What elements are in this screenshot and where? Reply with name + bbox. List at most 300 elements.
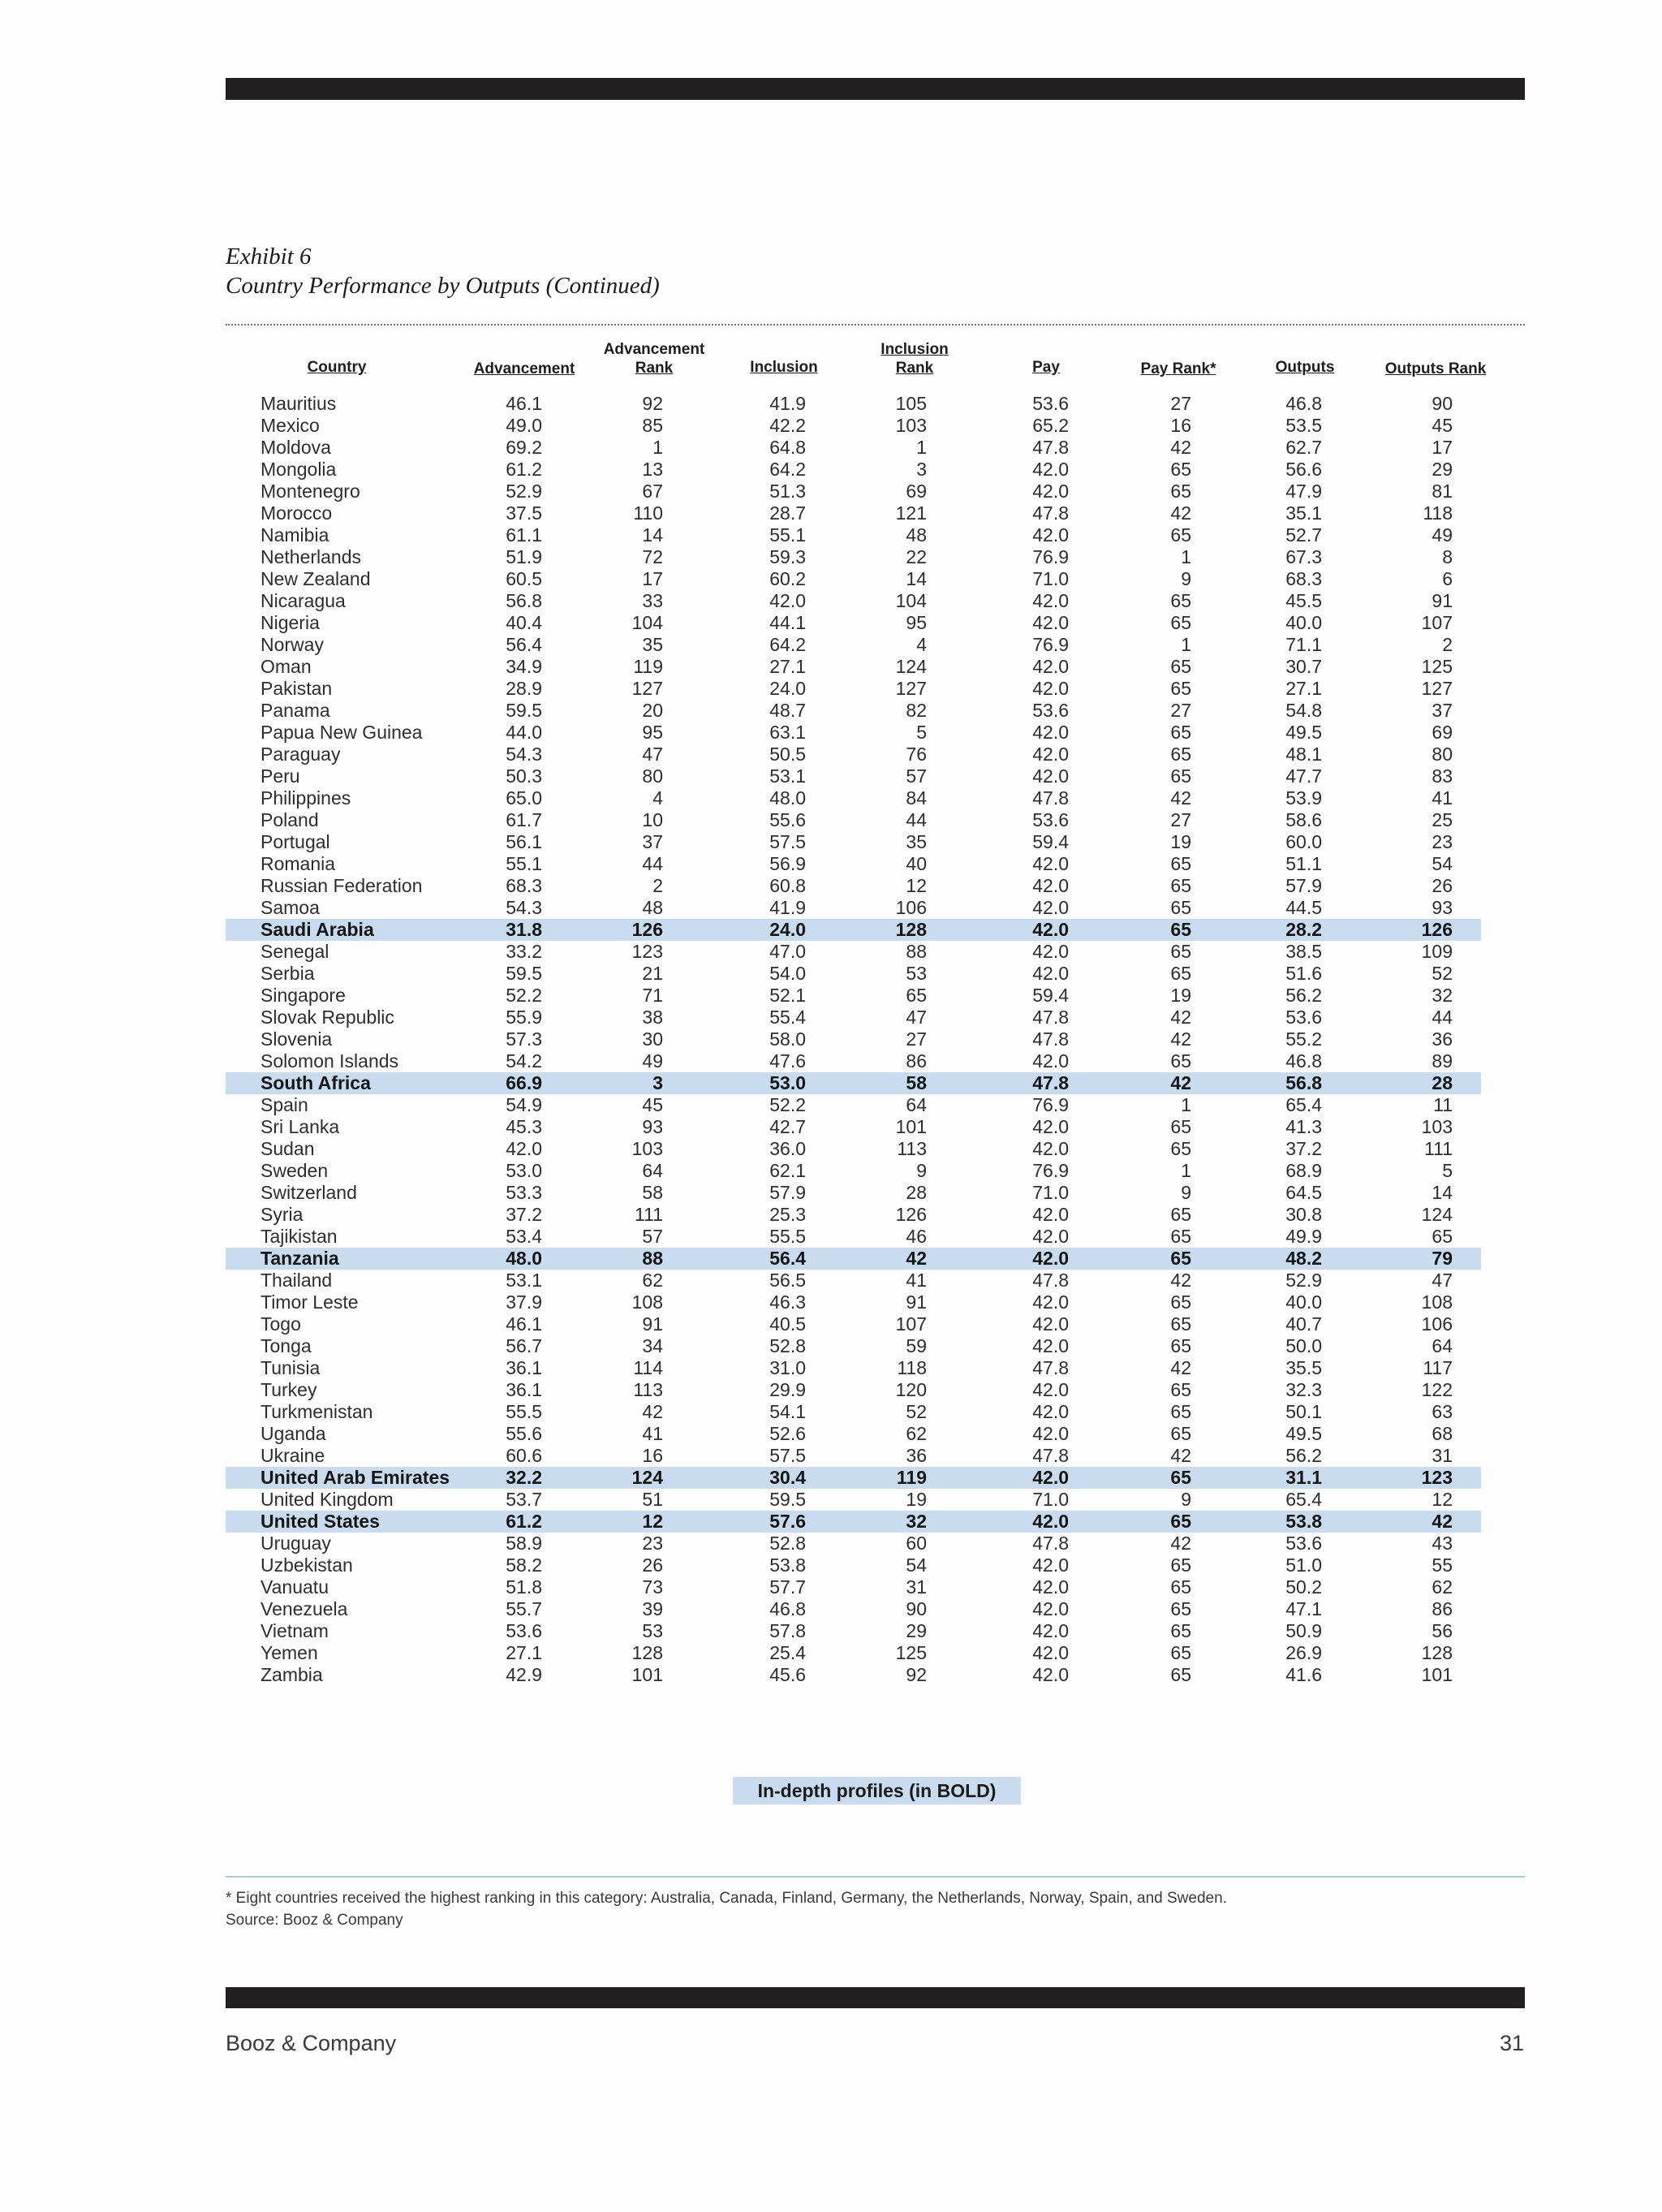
pay-cell: 42.0 [1032, 1664, 1069, 1685]
outputs-rank-cell: 11 [1433, 1094, 1453, 1115]
advancement-cell: 54.3 [506, 897, 542, 918]
pay-cell: 76.9 [1032, 634, 1069, 655]
advancement-cell: 52.9 [506, 481, 542, 502]
advancement-cell: 56.8 [506, 590, 542, 611]
inclusion-cell: 31.0 [769, 1357, 806, 1378]
pay-rank-cell: 65 [1170, 875, 1191, 896]
table-row [0, 459, 1662, 481]
outputs-cell: 51.0 [1285, 1554, 1322, 1576]
inclusion-rank-cell: 125 [895, 1642, 927, 1663]
pay-rank-cell: 19 [1170, 831, 1191, 852]
table-row [0, 1401, 1662, 1423]
outputs-rank-cell: 81 [1432, 481, 1453, 502]
outputs-cell: 64.5 [1285, 1182, 1322, 1203]
inclusion-cell: 51.3 [769, 481, 806, 502]
inclusion-rank-cell: 3 [916, 459, 927, 480]
pay-cell: 42.0 [1032, 853, 1069, 874]
pay-cell: 76.9 [1032, 1094, 1069, 1115]
outputs-rank-cell: 93 [1432, 897, 1453, 918]
country-cell: New Zealand [260, 568, 371, 589]
inclusion-cell: 42.0 [769, 590, 806, 611]
outputs-cell: 45.5 [1285, 590, 1322, 611]
outputs-rank-cell: 124 [1421, 1204, 1453, 1225]
pay-rank-cell: 42 [1170, 502, 1191, 524]
country-cell: Venezuela [260, 1598, 348, 1619]
advancement-rank-cell: 17 [642, 568, 663, 589]
outputs-cell: 41.3 [1285, 1116, 1322, 1137]
advancement-cell: 49.0 [506, 415, 542, 436]
pay-rank-cell: 42 [1170, 1533, 1191, 1554]
advancement-cell: 65.0 [506, 787, 542, 808]
pay-cell: 42.0 [1032, 1226, 1069, 1247]
advancement-rank-cell: 34 [642, 1335, 663, 1356]
inclusion-rank-cell: 107 [895, 1313, 927, 1335]
pay-cell: 47.8 [1032, 1357, 1069, 1378]
advancement-rank-cell: 4 [652, 787, 663, 808]
inclusion-cell: 52.1 [769, 985, 806, 1006]
advancement-rank-cell: 33 [642, 590, 663, 611]
pay-rank-cell: 42 [1170, 1270, 1191, 1291]
pay-cell: 59.4 [1032, 831, 1069, 852]
advancement-cell: 66.9 [506, 1072, 542, 1093]
country-cell: Solomon Islands [260, 1050, 399, 1072]
pay-cell: 42.0 [1032, 1313, 1069, 1335]
outputs-rank-cell: 79 [1432, 1248, 1453, 1269]
inclusion-rank-cell: 19 [906, 1489, 927, 1510]
table-row [0, 1554, 1662, 1576]
inclusion-cell: 60.8 [769, 875, 806, 896]
advancement-rank-cell: 108 [631, 1291, 663, 1313]
pay-rank-cell: 65 [1170, 765, 1191, 787]
inclusion-rank-cell: 9 [916, 1160, 927, 1181]
outputs-cell: 51.1 [1285, 853, 1322, 874]
pay-rank-cell: 42 [1170, 1072, 1191, 1093]
pay-cell: 42.0 [1032, 1511, 1069, 1532]
pay-cell: 42.0 [1032, 919, 1069, 940]
advancement-cell: 40.4 [506, 612, 542, 633]
pay-rank-cell: 65 [1170, 1423, 1191, 1444]
table-row [0, 744, 1662, 765]
advancement-rank-cell: 93 [642, 1116, 663, 1137]
pay-rank-cell: 1 [1181, 634, 1191, 655]
advancement-cell: 50.3 [506, 765, 542, 787]
country-cell: Uzbekistan [260, 1554, 353, 1576]
outputs-cell: 49.9 [1285, 1226, 1322, 1247]
table-row [0, 700, 1662, 722]
advancement-rank-cell: 101 [631, 1664, 663, 1685]
pay-rank-cell: 65 [1170, 1313, 1191, 1335]
outputs-cell: 46.8 [1285, 1050, 1322, 1072]
inclusion-rank-cell: 4 [916, 634, 927, 655]
inclusion-rank-cell: 106 [895, 897, 927, 918]
advancement-cell: 42.0 [506, 1138, 542, 1159]
pay-cell: 47.8 [1032, 1533, 1069, 1554]
country-cell: United States [260, 1511, 380, 1532]
inclusion-cell: 54.1 [769, 1401, 806, 1422]
pay-cell: 76.9 [1032, 1160, 1069, 1181]
advancement-rank-cell: 41 [642, 1423, 663, 1444]
table-row [0, 1116, 1662, 1138]
outputs-cell: 32.3 [1285, 1379, 1322, 1400]
pay-rank-cell: 65 [1170, 612, 1191, 633]
pay-cell: 42.0 [1032, 678, 1069, 699]
inclusion-rank-cell: 126 [895, 1204, 927, 1225]
table-row [0, 1357, 1662, 1379]
table-row [0, 1050, 1662, 1072]
country-cell: Sudan [260, 1138, 315, 1159]
pay-rank-cell: 65 [1170, 919, 1191, 940]
outputs-rank-cell: 5 [1442, 1160, 1453, 1181]
pay-cell: 42.0 [1032, 1248, 1069, 1269]
outputs-cell: 53.6 [1285, 1533, 1322, 1554]
outputs-cell: 49.5 [1285, 722, 1322, 743]
advancement-cell: 46.1 [506, 1313, 542, 1335]
table-row [0, 787, 1662, 809]
pay-rank-cell: 42 [1170, 1445, 1191, 1466]
country-cell: Slovak Republic [260, 1007, 394, 1028]
pay-rank-cell: 65 [1170, 459, 1191, 480]
country-cell: Namibia [260, 524, 329, 545]
outputs-rank-cell: 106 [1421, 1313, 1453, 1335]
page-number: 31 [1499, 2031, 1524, 2055]
advancement-cell: 53.7 [506, 1489, 542, 1510]
source-note: Source: Booz & Company [226, 1912, 403, 1929]
advancement-rank-cell: 20 [642, 700, 663, 721]
pay-cell: 53.6 [1032, 809, 1069, 830]
inclusion-cell: 55.5 [769, 1226, 806, 1247]
country-cell: Nigeria [260, 612, 320, 633]
country-cell: Sweden [260, 1160, 329, 1181]
inclusion-cell: 62.1 [769, 1160, 806, 1181]
advancement-rank-cell: 124 [631, 1467, 663, 1488]
header-inclusion-rank: Inclusion Rank [881, 341, 949, 377]
outputs-rank-cell: 12 [1432, 1489, 1453, 1510]
inclusion-rank-cell: 86 [906, 1050, 927, 1072]
advancement-cell: 36.1 [506, 1379, 542, 1400]
advancement-rank-cell: 110 [633, 502, 663, 524]
advancement-cell: 61.7 [506, 809, 542, 830]
advancement-rank-cell: 39 [642, 1598, 663, 1619]
country-cell: Senegal [260, 941, 329, 962]
pay-rank-cell: 65 [1170, 1335, 1191, 1356]
inclusion-cell: 48.0 [769, 787, 806, 808]
advancement-cell: 58.2 [506, 1554, 542, 1576]
inclusion-rank-cell: 104 [895, 590, 927, 611]
inclusion-rank-cell: 105 [895, 393, 927, 414]
country-cell: Moldova [260, 437, 331, 458]
advancement-rank-cell: 10 [642, 809, 663, 830]
table-row [0, 1533, 1662, 1554]
header-advancement: Advancement [473, 360, 575, 377]
advancement-cell: 57.3 [506, 1028, 542, 1050]
pay-cell: 47.8 [1032, 1445, 1069, 1466]
outputs-cell: 26.9 [1285, 1642, 1322, 1663]
inclusion-rank-cell: 44 [906, 809, 927, 830]
table-row [0, 1160, 1662, 1182]
pay-cell: 65.2 [1032, 415, 1069, 436]
inclusion-cell: 55.1 [769, 524, 806, 545]
table-row [0, 1445, 1662, 1467]
pay-rank-cell: 27 [1170, 809, 1191, 830]
inclusion-cell: 52.6 [769, 1423, 806, 1444]
outputs-cell: 48.1 [1285, 744, 1322, 765]
pay-cell: 42.0 [1032, 1423, 1069, 1444]
outputs-rank-cell: 25 [1432, 809, 1453, 830]
inclusion-cell: 55.6 [769, 809, 806, 830]
outputs-cell: 35.5 [1285, 1357, 1322, 1378]
advancement-rank-cell: 113 [633, 1379, 663, 1400]
table-row [0, 1598, 1662, 1620]
inclusion-rank-cell: 59 [906, 1335, 927, 1356]
advancement-rank-cell: 127 [631, 678, 663, 699]
outputs-cell: 49.5 [1285, 1423, 1322, 1444]
advancement-rank-cell: 114 [633, 1357, 663, 1378]
inclusion-rank-cell: 88 [906, 941, 927, 962]
advancement-rank-cell: 48 [642, 897, 663, 918]
country-cell: Portugal [260, 831, 330, 852]
table-row [0, 656, 1662, 678]
country-cell: Ukraine [260, 1445, 325, 1466]
inclusion-rank-cell: 124 [895, 656, 927, 677]
advancement-rank-cell: 16 [642, 1445, 663, 1466]
advancement-rank-cell: 111 [635, 1204, 663, 1225]
country-cell: Turkey [260, 1379, 317, 1400]
table-row [0, 1028, 1662, 1050]
pay-rank-cell: 9 [1181, 1489, 1191, 1510]
table-row [0, 437, 1662, 459]
pay-rank-cell: 65 [1170, 1598, 1191, 1619]
table-row [0, 590, 1662, 612]
header-pay: Pay [1032, 359, 1060, 376]
advancement-cell: 59.5 [506, 700, 542, 721]
outputs-rank-cell: 44 [1432, 1007, 1453, 1028]
outputs-rank-cell: 26 [1432, 875, 1453, 896]
outputs-cell: 62.7 [1285, 437, 1322, 458]
inclusion-cell: 53.8 [769, 1554, 806, 1576]
advancement-rank-cell: 35 [642, 634, 663, 655]
advancement-cell: 60.6 [506, 1445, 542, 1466]
outputs-cell: 56.2 [1285, 1445, 1322, 1466]
outputs-rank-cell: 62 [1432, 1576, 1453, 1598]
inclusion-rank-cell: 35 [906, 831, 927, 852]
country-cell: Vietnam [260, 1620, 329, 1641]
table-row [0, 1072, 1662, 1094]
table-row [0, 1467, 1662, 1489]
advancement-rank-cell: 88 [642, 1248, 663, 1269]
country-cell: Tanzania [260, 1248, 339, 1269]
advancement-cell: 53.3 [506, 1182, 542, 1203]
pay-cell: 71.0 [1032, 1489, 1069, 1510]
inclusion-cell: 46.8 [769, 1598, 806, 1619]
inclusion-rank-cell: 36 [906, 1445, 927, 1466]
table-row [0, 612, 1662, 634]
country-cell: Thailand [260, 1270, 333, 1291]
inclusion-cell: 25.3 [769, 1204, 806, 1225]
advancement-cell: 42.9 [506, 1664, 542, 1685]
inclusion-rank-cell: 40 [906, 853, 927, 874]
table-row [0, 1642, 1662, 1664]
pay-rank-cell: 65 [1170, 656, 1191, 677]
outputs-cell: 37.2 [1285, 1138, 1322, 1159]
outputs-rank-cell: 118 [1423, 502, 1453, 524]
table-row [0, 831, 1662, 853]
pay-cell: 42.0 [1032, 1598, 1069, 1619]
advancement-rank-cell: 104 [631, 612, 663, 633]
advancement-cell: 27.1 [506, 1642, 542, 1663]
advancement-cell: 54.2 [506, 1050, 542, 1072]
footer-company: Booz & Company [226, 2031, 397, 2055]
inclusion-cell: 41.9 [769, 897, 806, 918]
pay-rank-cell: 65 [1170, 941, 1191, 962]
inclusion-cell: 44.1 [769, 612, 806, 633]
country-cell: Romania [260, 853, 336, 874]
inclusion-rank-cell: 92 [906, 1664, 927, 1685]
inclusion-rank-cell: 52 [906, 1401, 927, 1422]
advancement-cell: 36.1 [506, 1357, 542, 1378]
inclusion-cell: 53.1 [769, 765, 806, 787]
inclusion-cell: 50.5 [769, 744, 806, 765]
outputs-cell: 51.6 [1285, 963, 1322, 984]
country-cell: Norway [260, 634, 324, 655]
outputs-rank-cell: 90 [1432, 393, 1453, 414]
inclusion-rank-cell: 84 [906, 787, 927, 808]
pay-cell: 71.0 [1032, 1182, 1069, 1203]
advancement-cell: 56.7 [506, 1335, 542, 1356]
inclusion-rank-cell: 22 [906, 546, 927, 567]
inclusion-rank-cell: 28 [906, 1182, 927, 1203]
pay-cell: 42.0 [1032, 1576, 1069, 1598]
advancement-cell: 54.3 [506, 744, 542, 765]
inclusion-rank-cell: 27 [906, 1028, 927, 1050]
advancement-rank-cell: 44 [642, 853, 663, 874]
inclusion-cell: 57.6 [769, 1511, 806, 1532]
header-pay-rank: Pay Rank* [1140, 360, 1216, 377]
advancement-cell: 61.2 [506, 1511, 542, 1532]
outputs-cell: 65.4 [1285, 1489, 1322, 1510]
advancement-cell: 31.8 [506, 919, 542, 940]
pay-rank-cell: 42 [1170, 1357, 1191, 1378]
outputs-rank-cell: 32 [1432, 985, 1453, 1006]
inclusion-rank-cell: 76 [906, 744, 927, 765]
advancement-rank-cell: 26 [642, 1554, 663, 1576]
table-row [0, 919, 1662, 941]
inclusion-rank-cell: 54 [906, 1554, 927, 1576]
pay-rank-cell: 65 [1170, 524, 1191, 545]
advancement-rank-cell: 126 [631, 919, 663, 940]
pay-cell: 42.0 [1032, 1554, 1069, 1576]
advancement-cell: 32.2 [506, 1467, 542, 1488]
country-cell: Montenegro [260, 481, 360, 502]
inclusion-cell: 42.7 [769, 1116, 806, 1137]
inclusion-rank-cell: 5 [916, 722, 927, 743]
pay-rank-cell: 9 [1181, 1182, 1191, 1203]
country-cell: Zambia [260, 1664, 323, 1685]
outputs-rank-cell: 101 [1421, 1664, 1453, 1685]
country-cell: Singapore [260, 985, 346, 1006]
pay-rank-cell: 42 [1170, 437, 1191, 458]
inclusion-cell: 52.8 [769, 1335, 806, 1356]
pay-rank-cell: 1 [1181, 546, 1191, 567]
inclusion-rank-cell: 1 [916, 437, 927, 458]
pay-cell: 42.0 [1032, 524, 1069, 545]
advancement-rank-cell: 14 [642, 524, 663, 545]
pay-cell: 71.0 [1032, 568, 1069, 589]
country-cell: Yemen [260, 1642, 318, 1663]
pay-cell: 42.0 [1032, 1050, 1069, 1072]
table-row [0, 1489, 1662, 1511]
outputs-cell: 57.9 [1285, 875, 1322, 896]
country-cell: Peru [260, 765, 300, 787]
outputs-cell: 46.8 [1285, 393, 1322, 414]
table-row [0, 963, 1662, 985]
advancement-rank-cell: 49 [642, 1050, 663, 1072]
outputs-cell: 71.1 [1285, 634, 1322, 655]
advancement-rank-cell: 57 [642, 1226, 663, 1247]
outputs-rank-cell: 47 [1432, 1270, 1453, 1291]
inclusion-rank-cell: 14 [906, 568, 927, 589]
outputs-cell: 48.2 [1285, 1248, 1322, 1269]
inclusion-cell: 57.5 [769, 831, 806, 852]
dotted-divider [226, 324, 1525, 326]
outputs-rank-cell: 31 [1432, 1445, 1453, 1466]
inclusion-cell: 24.0 [769, 919, 806, 940]
outputs-rank-cell: 107 [1421, 612, 1453, 633]
outputs-rank-cell: 111 [1424, 1138, 1453, 1159]
pay-cell: 42.0 [1032, 744, 1069, 765]
table-row [0, 393, 1662, 415]
country-cell: Russian Federation [260, 875, 423, 896]
outputs-cell: 40.0 [1285, 612, 1322, 633]
advancement-rank-cell: 80 [642, 765, 663, 787]
inclusion-rank-cell: 127 [895, 678, 927, 699]
country-cell: Timor Leste [260, 1291, 359, 1313]
pay-cell: 42.0 [1032, 1291, 1069, 1313]
pay-cell: 42.0 [1032, 1204, 1069, 1225]
advancement-cell: 34.9 [506, 656, 542, 677]
outputs-rank-cell: 52 [1432, 963, 1453, 984]
outputs-cell: 50.0 [1285, 1335, 1322, 1356]
pay-rank-cell: 16 [1170, 415, 1191, 436]
pay-rank-cell: 65 [1170, 963, 1191, 984]
advancement-rank-cell: 53 [642, 1620, 663, 1641]
table-row [0, 1620, 1662, 1642]
outputs-rank-cell: 55 [1432, 1554, 1453, 1576]
inclusion-cell: 64.8 [769, 437, 806, 458]
inclusion-cell: 52.8 [769, 1533, 806, 1554]
advancement-rank-cell: 71 [642, 985, 663, 1006]
pay-rank-cell: 65 [1170, 1554, 1191, 1576]
inclusion-cell: 57.9 [769, 1182, 806, 1203]
outputs-rank-cell: 28 [1432, 1072, 1453, 1093]
table-row [0, 1511, 1662, 1533]
outputs-cell: 30.7 [1285, 656, 1322, 677]
country-cell: Saudi Arabia [260, 919, 374, 940]
inclusion-rank-cell: 53 [906, 963, 927, 984]
advancement-cell: 51.8 [506, 1576, 542, 1598]
outputs-cell: 40.7 [1285, 1313, 1322, 1335]
inclusion-rank-cell: 128 [895, 919, 927, 940]
outputs-rank-cell: 42 [1432, 1511, 1453, 1532]
inclusion-rank-cell: 57 [906, 765, 927, 787]
outputs-rank-cell: 29 [1432, 459, 1453, 480]
table-row [0, 1094, 1662, 1116]
pay-cell: 47.8 [1032, 1270, 1069, 1291]
country-cell: Samoa [260, 897, 320, 918]
outputs-rank-cell: 91 [1432, 590, 1453, 611]
advancement-rank-cell: 91 [642, 1313, 663, 1335]
pay-rank-cell: 1 [1181, 1160, 1191, 1181]
advancement-cell: 55.6 [506, 1423, 542, 1444]
